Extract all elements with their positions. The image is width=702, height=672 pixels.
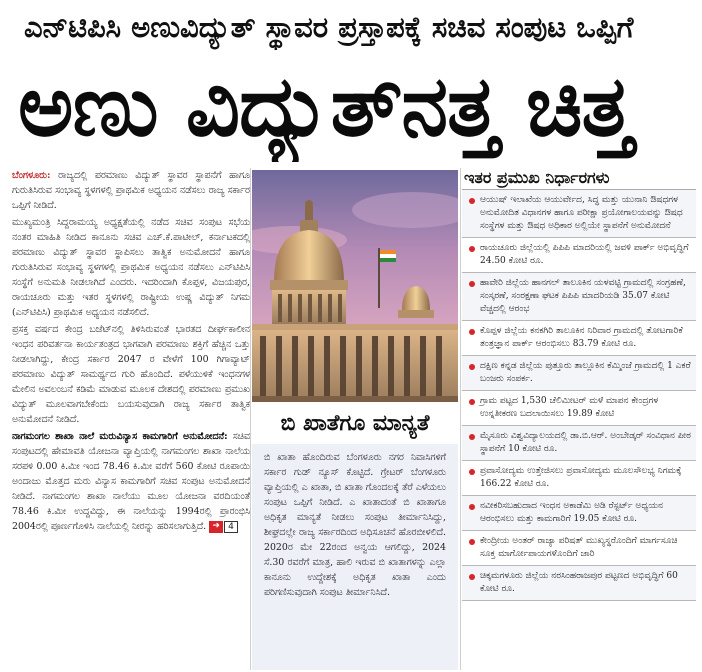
- article-paragraph-4: [12, 429, 250, 534]
- bullet-dot-icon: [469, 504, 475, 510]
- list-item: ನವೀಕರಿಸಬಹುದಾದ ಇಂಧನ ಅಕಾಡೆಮಿ ಅಡಿ ರೆಸ್ಟರ್ಟ್ ಅಧ್ಯಯನ ಆರಂಭಿಸಲು ಮತ್ತು ಕಾಮಗಾರಿಗೆ 19.05 ಕೋಟಿ ರೂ.: [462, 496, 696, 531]
- article-paragraph-2: ಮುಖ್ಯಮಂತ್ರಿ ಸಿದ್ದರಾಮಯ್ಯ ಅಧ್ಯಕ್ಷತೆಯಲ್ಲಿ ನಡೆದ ಸಚಿವ ಸಂಪುಟ ಸಭೆಯ ನಂತರ ಮಾಹಿತಿ ನೀಡಿದ ಕಾನೂನು ಸಚಿವ ಎಚ್.ಕೆ.ಪಾಟೀಲ್, ಕರ್ನಾಟಕದಲ್ಲಿ ಪರಮಾಣು ವಿದ್ಯುತ್ ಸ್ಥಾವರ ಸ್ಥಾಪಿಸಲು ತಾತ್ವಿಕ ಅನುಮೋದನೆ ಹಾಗೂ ಗುರುತಿಸಿರುವ ಸಂಭಾವ್ಯ ಸ್ಥಳಗಳಲ್ಲಿ ಪ್ರಾಥಮಿಕ ಅಧ್ಯಯನ ನಡೆಸಲು ಎನ್‌ಟಿಪಿಸಿ ಸಂಸ್ಥೆಗೆ ಅನುಮತಿ ನೀಡಲಾಗಿದೆ ಎಂದರು. ಇದರಿಂದಾಗಿ ಕೊಪ್ಪಳ, ವಿಜಯಪುರ, ರಾಯಚೂರು ಮತ್ತು ಇತರ ಸ್ಥಳಗಳಲ್ಲಿ ರಾಷ್ಟ್ರೀಯ ಉಷ್ಣ ವಿದ್ಯುತ್ ನಿಗಮ (ಎನ್‌ಟಿಪಿಸಿ) ಪ್ರಾಥಮಿಕ ಅಧ್ಯಯನ ನಡೆಸಲಿದೆ.: [12, 217, 250, 318]
- kicker-headline: ಎನ್‌ಟಿಪಿಸಿ ಅಣುವಿದ್ಯುತ್ ಸ್ಥಾವರ ಪ್ರಸ್ತಾಪಕ್ಕೆ ಸಚಿವ ಸಂಪುಟ ಒಪ್ಪಿಗೆ: [24, 10, 634, 44]
- article-text-4: ಸಚಿವ ಸಂಪುಟದಲ್ಲಿ ಹೇಮಾವತಿ ಯೋಜನಾ ವ್ಯಾಪ್ತಿಯಲ್ಲಿ ನಾಗಮಂಗಲ ಶಾಖಾ ನಾಲೆಯ ಸರಪಳಿ 0.00 ಕಿ.ಮೀ ಇಂದ 78.46 ಕಿ.ಮೀ ವರೆಗೆ 560 ಕೋಟಿ ರೂಪಾಯಿ ಅಂದಾಜು ಮೊತ್ತದ ಮರು ವಿನ್ಯಾಸ ಕಾಮಗಾರಿಗೆ ಸಚಿವ ಸಂಪುಟ ಅನುಮೋದನೆ ನೀಡಿದೆ. ನಾಗಮಂಗಲ ಶಾಖಾ ನಾಲೆಯು ಮೂಲ ಯೋಜನಾ ವರದಿಯಂತೆ 78.46 ಕಿ.ಮೀ ಉದ್ದವಿದ್ದು, ಈ ನಾಲೆಯನ್ನು 1994ರಲ್ಲಿ ಪ್ರಾರಂಭಿಸಿ 2004ರಲ್ಲಿ ಪೂರ್ಣಗೊಳಿಸಿ ನಾಲೆಯಲ್ಲಿ ನೀರನ್ನು ಹರಿಸಲಾಗುತ್ತಿದೆ.: [12, 431, 250, 532]
- column-divider: [250, 168, 251, 670]
- bullet-dot-icon: [469, 198, 475, 204]
- list-item: ಕೇಂದ್ರೀಯ ಅಂತರ್ ರಾಜ್ಯಾ ಪರಿಷತ್ ಮುಖ್ಯಸ್ಥರೊಂದಿಗೆ ಮಾರ್ಗಸೂಚಿ ಸೂಕ್ತ ಮಾರ್ಗೋಪಾಯಗಳೊಂದಿಗೆ ಜಾರಿ: [462, 531, 696, 566]
- list-item: ಗ್ರಾಮ ಪಟ್ಟದ 1,530 ಚೆಲಿಮೀಟರ್ ಮಳೆ ಮಾಪನ ಕೇಂದ್ರಗಳ ಉನ್ನತೀಕರಣ ಬದಲಾಯಿಸಲು 19.89 ಕೋಟಿ: [462, 391, 696, 426]
- sidebar-body: ಬಿ ಖಾತಾ ಹೊಂದಿರುವ ಬೆಂಗಳೂರು ನಗರ ನಿವಾಸಿಗಳಿಗೆ ಸರ್ಕಾರ ಗುಡ್ ನ್ಯೂಸ್ ಕೊಟ್ಟಿದೆ. ಗ್ರೇಟರ್ ಬೆಂಗಳೂರು ವ್ಯಾಪ್ತಿಯಲ್ಲಿ ಎ ಖಾತಾ, ಬಿ ಖಾತಾ ಗೊಂದಲಕ್ಕೆ ತೆರೆ ಎಳೆಯಲು ಸಂಪುಟ ಒಪ್ಪಿಗೆ ನೀಡಿದೆ. ಎ ಖಾತಾದಂತೆ ಬಿ ಖಾತಾಗೂ ಅಧಿಕೃತ ಮಾನ್ಯತೆ ನೀಡಲು ಸಂಪುಟ ತೀರ್ಮಾನಿಸಿದ್ದು, ಶೀಘ್ರದಲ್ಲೇ ರಾಜ್ಯ ಸರ್ಕಾರದಿಂದ ಅಧಿಸೂಚನೆ ಹೊರಬೀಳಲಿದೆ. 2020ರ ಮೇ 22ರಂದ ಅನ್ವಯ ಆಗಲಿದ್ದು, 2024 ಸೆ.30 ರವರೆಗೆ ಮಾತ್ರ, ಹಾಲಿ ಇರುವ ಬಿ ಖಾತಾಗಳನ್ನು ಎಲ್ಲಾ ಕಾನೂನು ಉದ್ದೇಶಕ್ಕೆ ಅಧಿಕೃತ ಖಾತಾ ಎಂದು ಪರಿಗಣಿಸುವುದಾಗಿ ಸಂಪುಟ ತೀರ್ಮಾನಿಸಿದೆ.: [252, 444, 458, 670]
- other-decisions-column: [462, 166, 696, 670]
- bullet-dot-icon: [469, 364, 475, 370]
- list-item: ಚಿಕ್ಕಮಗಳೂರು ಜಿಲ್ಲೆಯ ನರಸಿಂಹರಾಜಪುರ ಪಟ್ಟಣದ ಅಭಿವೃದ್ಧಿಗೆ 60 ಕೋಟಿ ರೂ.: [462, 566, 696, 601]
- article-paragraph-3: ಪ್ರಸಕ್ತ ವರ್ಷದ ಕೇಂದ್ರ ಬಜೆಟ್‌ನಲ್ಲಿ ತಿಳಿಸಿರುವಂತೆ ಭಾರತದ ದೀರ್ಘಕಾಲೀನ ಇಂಧನ ಪರಿವರ್ತನಾ ಕಾರ್ಯತಂತ್ರದ ಭಾಗವಾಗಿ ಪರಮಾಣು ಶಕ್ತಿಗೆ ಹೆಚ್ಚಿನ ಒತ್ತು ನೀಡಲಾಗಿದ್ದು, ಕೇಂದ್ರ ಸರ್ಕಾರ 2047 ರ ವೇಳೆಗೆ 100 ಗಿಗಾವ್ಯಾಟ್ ಪರಮಾಣು ವಿದ್ಯುತ್ ಸಾಮರ್ಥ್ಯದ ಗುರಿ ಹೊಂದಿದೆ. ಪಳೆಯುಳಿಕೆ ಇಂಧನಗಳ ಮೇಲಿನ ಅವಲಂಬನೆ ಕಡಿಮೆ ಮಾಡುವ ಮೂಲಕ ದೇಶದಲ್ಲಿ ಪರಮಾಣು ಪ್ರಮುಖ ವಿದ್ಯುತ್ ಮೂಲವಾಗಬೇಕೆಂದು ಬಯಸುವುದಾಗಿ ರಾಜ್ಯ ಸರ್ಕಾರ ತಾತ್ವಿಕ ಅನುಮೋದನೆ ನೀಡಿದೆ.: [12, 324, 250, 425]
- vidhana-soudha-photo: [252, 170, 458, 402]
- bullet-dot-icon: [469, 399, 475, 405]
- article-paragraph-1: [12, 168, 250, 213]
- dateline: ಬೆಂಗಳೂರು:: [12, 170, 51, 181]
- column-divider: [460, 168, 461, 670]
- continued-on-page[interactable]: [209, 519, 238, 534]
- list-item: ಪ್ರವಾಸೋದ್ಯಮ ಉತ್ತೇಜಿಸಲು ಪ್ರವಾಸೋದ್ಯಮ ಮೂಲಸೌಲಭ್ಯ ನಿಗಮಕ್ಕೆ 166.22 ಕೋಟಿ ರೂ.: [462, 461, 696, 496]
- bullet-dot-icon: [469, 574, 475, 580]
- list-item: ರಾಯಚೂರು ಜಿಲ್ಲೆಯಲ್ಲಿ ಪಿಪಿಪಿ ಮಾದರಿಯಲ್ಲಿ ಜವಳಿ ಪಾರ್ಕ್ ಅಭಿವೃದ್ಧಿಗೆ 24.50 ಕೋಟಿ ರೂ.: [462, 238, 696, 273]
- jump-page-number: 4: [224, 521, 238, 533]
- main-article: [12, 168, 250, 668]
- bullet-dot-icon: [469, 246, 475, 252]
- bullet-dot-icon: [469, 329, 475, 335]
- sidebar-title: ಬಿ ಖಾತೆಗೂ ಮಾನ್ಯತೆ: [252, 404, 458, 444]
- article-subhead: ನಾಗಮಂಗಲ ಶಾಖಾ ನಾಲೆ ಮರುವಿನ್ಯಾಸ ಕಾಮಗಾರಿಗೆ ಅನುಮೋದನೆ:: [12, 431, 228, 442]
- building-illustration: [252, 170, 458, 402]
- arrow-right-icon: ➜: [209, 521, 223, 533]
- list-item: ಹಾವೇರಿ ಜಿಲ್ಲೆಯ ಹಾನಗಲ್ ತಾಲೂಕಿನ ಯಳವಟ್ಟಿ ಗ್ರಾಮದಲ್ಲಿ ಸಂಗ್ರಹಣೆ, ಸಂಸ್ಕರಣೆ, ಸಂರಕ್ಷಣಾ ಘಟಕ ಪಿಪಿಪಿ ಮಾದರಿಯಡಿ 35.07 ಕೋಟಿ ವೆಚ್ಚದಲ್ಲಿ ಆರಂಭ: [462, 273, 696, 321]
- other-decisions-heading: ಇತರ ಪ್ರಮುಖ ನಿರ್ಧಾರಗಳು: [462, 166, 696, 190]
- decisions-list: [462, 190, 696, 601]
- list-item: ದಕ್ಷಿಣ ಕನ್ನಡ ಜಿಲ್ಲೆಯ ಪುತ್ತೂರು ತಾಲ್ಲೂಕಿನ ಕೆಮ್ಮಿಂಜೆ ಗ್ರಾಮದಲ್ಲಿ 1 ಎಕರೆ ಬಂಜರು ಸಂಪರ್ಕ.: [462, 356, 696, 391]
- article-text-1: ರಾಜ್ಯದಲ್ಲಿ ಪರಮಾಣು ವಿದ್ಯುತ್ ಸ್ಥಾವರ ಸ್ಥಾಪನೆಗೆ ಹಾಗೂ ಗುರುತಿಸಿರುವ ಸಂಭಾವ್ಯ ಸ್ಥಳಗಳಲ್ಲಿ ಪ್ರಾಥಮಿಕ ಅಧ್ಯಯನ ನಡೆಸಲು ರಾಜ್ಯ ಸರ್ಕಾರ ಒಪ್ಪಿಗೆ ನೀಡಿದೆ.: [12, 170, 250, 211]
- list-item: ಕೊಪ್ಪಳ ಜಿಲ್ಲೆಯ ಕನಕಗಿರಿ ತಾಲೂಕಿನ ನಿರಿವಾರ ಗ್ರಾಮದಲ್ಲಿ ತೋಟಗಾರಿಕೆ ತಂತ್ರಜ್ಞಾನ ಪಾರ್ಕ್ ಆರಂಭಿಸಲು 83.79 ಕೋಟಿ ರೂ.: [462, 321, 696, 356]
- bullet-dot-icon: [469, 539, 475, 545]
- list-item: ಆಯುಷ್ ಇಲಾಖೆಯ ಆಯುರ್ವೇದ, ಸಿದ್ಧ ಮತ್ತು ಯುನಾನಿ ಔಷಧಗಳ ಅನುಮೋದಿತ ವಿಧಾನಗಳ ಹಾಗೂ ಪರೀಕ್ಷಾ ಪ್ರಯೋಗಾಲಯವನ್ನು ಔಷಧ ಸಂಸ್ಥೆಗಳ ಮತ್ತು ಔಷಧ ಅಧಿಕಾರ ಅಲ್ಲಿಯೇ ಸ್ಥಾಪನೆಗೆ ಅನುಮೋದನೆ: [462, 190, 696, 238]
- bullet-dot-icon: [469, 434, 475, 440]
- bullet-dot-icon: [469, 469, 475, 475]
- bullet-dot-icon: [469, 281, 475, 287]
- main-headline: ಅಣು ವಿದ್ಯುತ್‌ನತ್ತ ಚಿತ್ತ: [18, 57, 633, 155]
- list-item: ಮೈಸೂರು ವಿಶ್ವವಿದ್ಯಾಲಯದಲ್ಲಿ ಡಾ.ಬಿ.ಆರ್. ಅಂಬೇಡ್ಕರ್ ಸಂವಿಧಾನ ಪೀಠ ಸ್ಥಾಪನೆಗೆ 10 ಕೋಟಿ ರೂ.: [462, 426, 696, 461]
